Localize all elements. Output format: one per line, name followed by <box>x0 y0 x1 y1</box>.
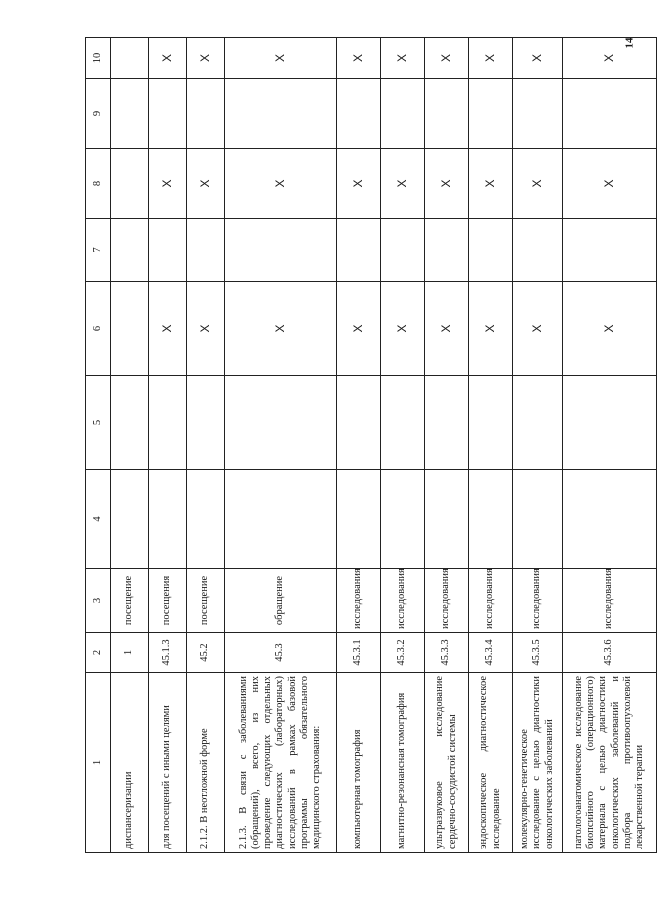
cell-8: Х <box>425 149 469 219</box>
cell-8: Х <box>513 149 563 219</box>
cell-6: Х <box>469 282 513 376</box>
cell-4 <box>381 470 425 569</box>
row-unit: исследования <box>469 569 513 633</box>
cell-10: Х <box>425 38 469 79</box>
cell-4 <box>111 470 149 569</box>
row-unit: исследования <box>513 569 563 633</box>
cell-7 <box>337 219 381 282</box>
cell-4 <box>513 470 563 569</box>
row-code: 45.3.6 <box>563 633 657 673</box>
cell-8: Х <box>187 149 225 219</box>
cell-8: Х <box>337 149 381 219</box>
page-number: 14 <box>623 37 636 49</box>
cell-6: Х <box>425 282 469 376</box>
table-row <box>225 38 337 853</box>
cell-9 <box>469 79 513 149</box>
cell-5 <box>381 376 425 470</box>
row-label: ультразвуковое исследование сердечно-сосудистой системы <box>425 673 469 853</box>
row-code: 45.2 <box>187 633 225 673</box>
cell-7 <box>187 219 225 282</box>
cell-10 <box>111 38 149 79</box>
cell-8: Х <box>149 149 187 219</box>
row-code: 45.3.2 <box>381 633 425 673</box>
row-label: диспансеризации <box>111 673 149 853</box>
table-row <box>149 38 187 853</box>
cell-9 <box>111 79 149 149</box>
cell-5 <box>469 376 513 470</box>
cell-10: Х <box>469 38 513 79</box>
cell-7 <box>469 219 513 282</box>
cell-5 <box>425 376 469 470</box>
cell-5 <box>149 376 187 470</box>
cell-7 <box>563 219 657 282</box>
cell-6 <box>111 282 149 376</box>
row-label: 2.1.3. В связи с заболеваниями (обращений), всего, из них проведение следующих отдельных диагностических (лабораторных) исследований в рамках базовой программы обязательного медицинского страхования: <box>225 673 337 853</box>
column-header: 10 <box>86 38 111 79</box>
row-unit: исследования <box>381 569 425 633</box>
row-label: для посещений с иными целями <box>149 673 187 853</box>
row-code: 45.3.5 <box>513 633 563 673</box>
cell-5 <box>513 376 563 470</box>
row-unit: исследования <box>425 569 469 633</box>
cell-9 <box>149 79 187 149</box>
table-row <box>111 38 149 853</box>
cell-7 <box>425 219 469 282</box>
cell-6: Х <box>381 282 425 376</box>
cell-6: Х <box>563 282 657 376</box>
column-header: 5 <box>86 376 111 470</box>
cell-4 <box>469 470 513 569</box>
cell-6: Х <box>149 282 187 376</box>
cell-6: Х <box>337 282 381 376</box>
cell-9 <box>381 79 425 149</box>
cell-7 <box>225 219 337 282</box>
column-header: 7 <box>86 219 111 282</box>
cell-10: Х <box>563 38 657 79</box>
row-code: 45.3 <box>225 633 337 673</box>
cell-10: Х <box>225 38 337 79</box>
cell-9 <box>337 79 381 149</box>
column-header: 4 <box>86 470 111 569</box>
row-code: 45.1.3 <box>149 633 187 673</box>
cell-10: Х <box>381 38 425 79</box>
row-label: патологоанатомическое исследование биопсийного (операционного) материала с целью диагностики онкологических заболеваний и подбора противоопухолевой лекарственной терапии <box>563 673 657 853</box>
cell-5 <box>225 376 337 470</box>
cell-4 <box>187 470 225 569</box>
cell-9 <box>513 79 563 149</box>
cell-9 <box>563 79 657 149</box>
table-row <box>187 38 225 853</box>
column-header: 2 <box>86 633 111 673</box>
column-header: 3 <box>86 569 111 633</box>
cell-7 <box>513 219 563 282</box>
cell-4 <box>149 470 187 569</box>
table-frame <box>85 38 645 853</box>
table-row <box>337 38 381 853</box>
table-row <box>469 38 513 853</box>
cell-4 <box>337 470 381 569</box>
row-label: эндоскопическое диагностическое исследование <box>469 673 513 853</box>
cell-5 <box>563 376 657 470</box>
table-row <box>563 38 657 853</box>
row-code: 45.3.4 <box>469 633 513 673</box>
cell-9 <box>225 79 337 149</box>
cell-10: Х <box>337 38 381 79</box>
cell-8: Х <box>469 149 513 219</box>
cell-10: Х <box>149 38 187 79</box>
column-header: 9 <box>86 79 111 149</box>
row-label: компьютерная томография <box>337 673 381 853</box>
data-table <box>85 37 657 853</box>
cell-9 <box>425 79 469 149</box>
row-code: 1 <box>111 633 149 673</box>
row-unit: исследования <box>337 569 381 633</box>
cell-7 <box>381 219 425 282</box>
row-unit: посещение <box>111 569 149 633</box>
column-header: 6 <box>86 282 111 376</box>
row-label: магнитно-резонансная томография <box>381 673 425 853</box>
row-code: 45.3.1 <box>337 633 381 673</box>
table-row <box>425 38 469 853</box>
cell-6: Х <box>513 282 563 376</box>
cell-5 <box>187 376 225 470</box>
cell-4 <box>225 470 337 569</box>
cell-7 <box>149 219 187 282</box>
table-row <box>381 38 425 853</box>
cell-4 <box>425 470 469 569</box>
cell-10: Х <box>513 38 563 79</box>
cell-8: Х <box>563 149 657 219</box>
cell-8: Х <box>381 149 425 219</box>
cell-5 <box>111 376 149 470</box>
cell-8 <box>111 149 149 219</box>
column-header: 8 <box>86 149 111 219</box>
cell-9 <box>187 79 225 149</box>
cell-8: Х <box>225 149 337 219</box>
row-unit: обращение <box>225 569 337 633</box>
cell-6: Х <box>225 282 337 376</box>
row-unit: посещения <box>149 569 187 633</box>
table-row <box>513 38 563 853</box>
cell-5 <box>337 376 381 470</box>
cell-4 <box>563 470 657 569</box>
cell-7 <box>111 219 149 282</box>
row-label: 2.1.2. В неотложной форме <box>187 673 225 853</box>
cell-10: Х <box>187 38 225 79</box>
row-unit: посещение <box>187 569 225 633</box>
row-unit: исследования <box>563 569 657 633</box>
row-code: 45.3.3 <box>425 633 469 673</box>
cell-6: Х <box>187 282 225 376</box>
header-row <box>86 38 111 853</box>
row-label: молекулярно-генетическое исследование с целью диагностики онкологических заболеваний <box>513 673 563 853</box>
column-header: 1 <box>86 673 111 853</box>
